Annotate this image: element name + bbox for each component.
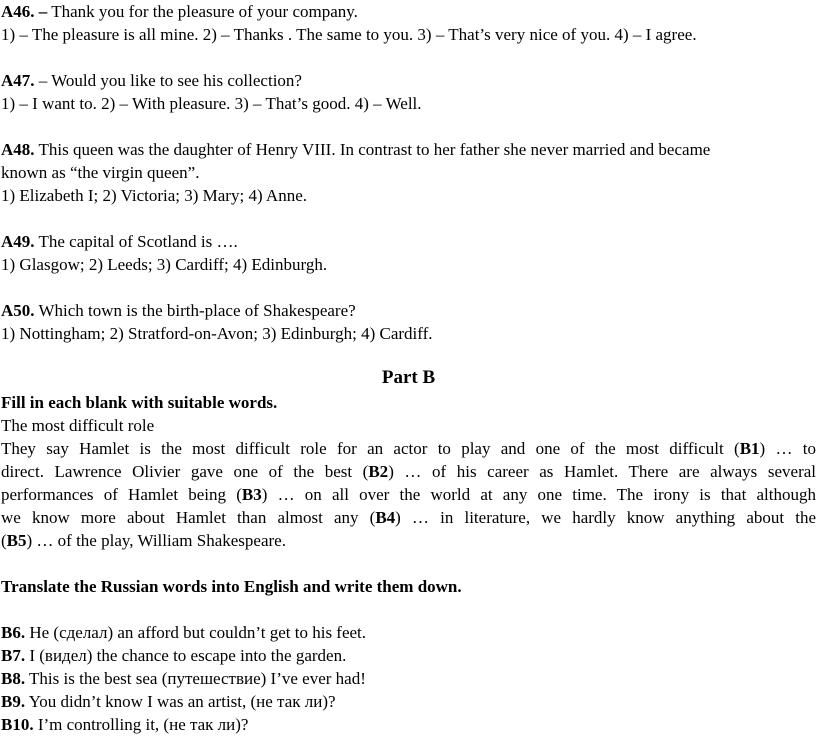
answer-options-a49: 1) Glasgow; 2) Leeds; 3) Cardiff; 4) Edinburgh. bbox=[1, 255, 328, 274]
question-number: A48. bbox=[1, 140, 35, 159]
item-number: B6. bbox=[1, 623, 26, 642]
question-a48 bbox=[1, 138, 816, 161]
translate-item-b8 bbox=[1, 667, 816, 690]
item-number: B8. bbox=[1, 669, 26, 688]
translate-item-b7 bbox=[1, 644, 816, 667]
blank-b2: B2 bbox=[368, 462, 389, 481]
item-text: I (видел) the chance to escape into the garden. bbox=[25, 646, 347, 665]
item-text: You didn’t know I was an artist, (не так ли)? bbox=[25, 692, 336, 711]
passage-text: ) … to bbox=[759, 439, 816, 458]
question-text-line1: This queen was the daughter of Henry VIII. In contrast to her father she never married and became bbox=[34, 140, 711, 159]
passage-line-4 bbox=[1, 506, 816, 529]
spacer bbox=[1, 46, 816, 69]
question-a49 bbox=[1, 230, 816, 253]
translate-instruction: Translate the Russian words into English and write them down. bbox=[1, 577, 462, 596]
passage-text: ) … of the play, William Shakespeare. bbox=[26, 531, 286, 550]
item-text: This is the best sea (путешествие) I’ve ever had! bbox=[25, 669, 366, 688]
question-a47 bbox=[1, 69, 816, 92]
question-text: Thank you for the pleasure of your company. bbox=[47, 2, 358, 21]
passage-text: ) … of his career as Hamlet. There are always several bbox=[388, 462, 816, 481]
blank-b1: B1 bbox=[739, 439, 760, 458]
question-dash: – bbox=[34, 2, 48, 21]
passage-line-3 bbox=[1, 483, 816, 506]
item-text: I’m controlling it, (не так ли)? bbox=[33, 715, 249, 734]
translate-item-b10 bbox=[1, 713, 816, 736]
part-b-instruction: Fill in each blank with suitable words. bbox=[1, 393, 278, 412]
blank-b5: B5 bbox=[6, 531, 27, 550]
spacer bbox=[1, 552, 816, 575]
spacer bbox=[1, 276, 816, 299]
passage-text: direct. Lawrence Olivier gave one of the best ( bbox=[1, 462, 369, 481]
translate-item-b6 bbox=[1, 621, 816, 644]
question-a46 bbox=[1, 0, 816, 23]
item-number: B10. bbox=[1, 715, 34, 734]
question-text: Which town is the birth-place of Shakespeare? bbox=[34, 301, 356, 320]
spacer bbox=[1, 115, 816, 138]
question-number: A47. bbox=[1, 71, 35, 90]
passage-line-1 bbox=[1, 437, 816, 460]
translate-item-b9 bbox=[1, 690, 816, 713]
passage-text: They say Hamlet is the most difficult role for an actor to play and one of the most difficult ( bbox=[1, 439, 740, 458]
item-number: B9. bbox=[1, 692, 26, 711]
question-number: A50. bbox=[1, 301, 35, 320]
item-text: Не (сделал) an afford but couldn’t get to his feet. bbox=[25, 623, 367, 642]
answer-options-a50: 1) Nottingham; 2) Stratford-on-Avon; 3) Edinburgh; 4) Cardiff. bbox=[1, 324, 433, 343]
question-number: A49. bbox=[1, 232, 35, 251]
answer-options-a48: 1) Elizabeth I; 2) Victoria; 3) Mary; 4) Anne. bbox=[1, 186, 307, 205]
passage-line-5 bbox=[1, 529, 816, 552]
passage-line-2 bbox=[1, 460, 816, 483]
blank-b3: B3 bbox=[241, 485, 262, 504]
passage-text: ( bbox=[1, 531, 7, 550]
passage-title: The most difficult role bbox=[1, 416, 155, 435]
question-text-line2: known as “the virgin queen”. bbox=[1, 163, 200, 182]
passage-text: ) … on all over the world at any one time. The irony is that although bbox=[261, 485, 816, 504]
passage-text: ) … in literature, we hardly know anything about the bbox=[395, 508, 816, 527]
answer-options-a46: 1) – The pleasure is all mine. 2) – Thanks . The same to you. 3) – That’s very nice of you. 4) – I agree. bbox=[1, 25, 697, 44]
question-number: A46. bbox=[1, 2, 35, 21]
answer-options-a47: 1) – I want to. 2) – With pleasure. 3) – That’s good. 4) – Well. bbox=[1, 94, 422, 113]
item-number: B7. bbox=[1, 646, 26, 665]
passage-text: we know more about Hamlet than almost any ( bbox=[1, 508, 376, 527]
question-text: The capital of Scotland is …. bbox=[34, 232, 238, 251]
blank-b4: B4 bbox=[375, 508, 396, 527]
spacer bbox=[1, 207, 816, 230]
question-text: – Would you like to see his collection? bbox=[34, 71, 302, 90]
question-a50 bbox=[1, 299, 816, 322]
passage-text: performances of Hamlet being ( bbox=[1, 485, 242, 504]
spacer bbox=[1, 598, 816, 621]
part-b-title: Part B bbox=[381, 367, 436, 388]
